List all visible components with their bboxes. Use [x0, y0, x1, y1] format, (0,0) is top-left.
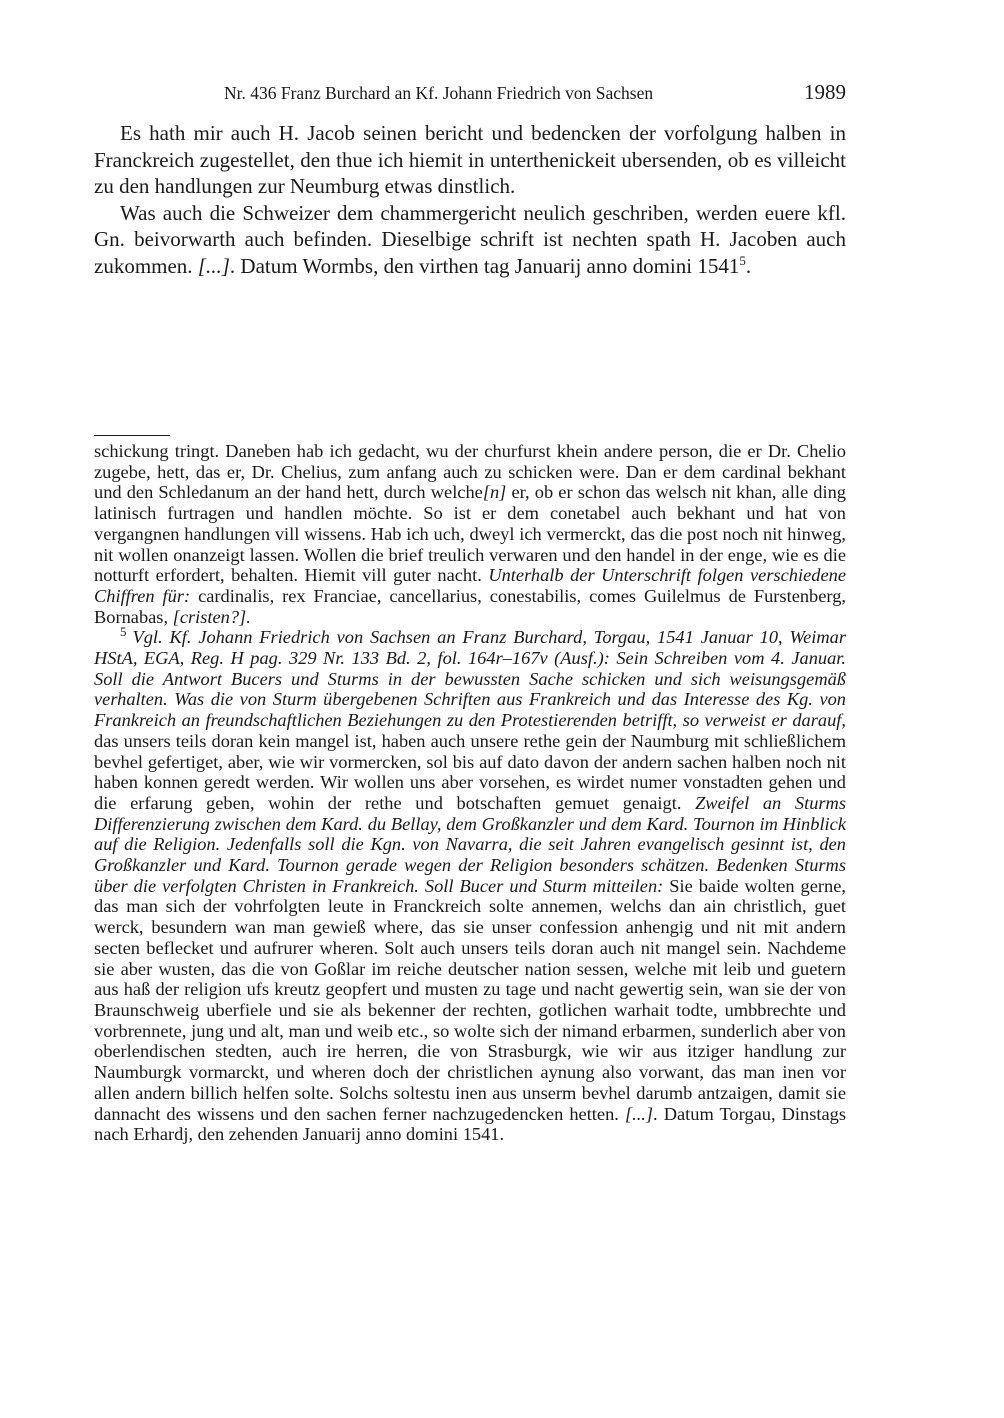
page-number: 1989	[804, 80, 846, 104]
text-run: . Datum Wormbs, den virthen tag Januarij anno domini 1541	[229, 253, 740, 278]
text-run: Sie baide wolten gerne, das man sich der vohrfolgten leute in Franckreich solte annemen, welchs dan ain christlich, guet werck, besundern wan man gewieß where, das sie unser confession anhengig und nit mit andern secten beflecket und aufrurer wheren. Solt auch unsers teils doran auch nit mangel sein. Nachdeme sie aber wusten, das die von Goßlar im reiche deutscher nation sessen, welche mit leib und guetern aus haß der religion ufs kreutz geopfert und musten zu tage und nacht gewertig sein, wan sie der von Braunschweig uberfiele und sie als bekenner der rechten, gotlichen warhait todte, umbbrechte und vorbrennete, jung und alt, man und weib etc., so wolte sich der nimand erbarmen, sunderlich aber von oberlendischen stedten, auch ire herren, die von Strasburgk, wie wir aus itziger handlung zur Naumburgk vormarckt, und wheren doch der christlichen aynung also vorwant, das man inen vor allen andern billich helfen solte. Solchs soltestu inen aus unserm bevhel darumb antzaigen, damit sie dannacht des wissens und den sachen ferner nachzugedencken hetten.	[94, 875, 846, 1124]
footnote-5	[94, 624, 846, 1145]
editorial-note: Unterhalb der Unterschrift folgen verschiedene Chiffren für:	[94, 565, 846, 606]
editorial-note: [n]	[482, 482, 507, 503]
paragraph: Es hath mir auch H. Jacob seinen bericht und bedencken der vorfolgung halben in Franckreich zugestellet, den thue ich hiemit in unterthenickeit ubersenden, ob es villeicht zu den handlungen zur Neumburg etwas dinstlich.	[94, 121, 846, 198]
editorial-note: Vgl. Kf. Johann Friedrich von Sachsen an Franz Burchard, Torgau, 1541 Januar 10, Weimar HStA, EGA, Reg. H pag. 329 Nr. 133 Bd. 2, fol. 164r–167v (Ausf.): Sein Schreiben vom 4. Januar. Soll die Antwort Bucers und Sturms in der bewussten Sache schicken und sich weisungsgemäß verhalten. Was die von Sturm übergebenen Schriften aus Frankreich und das Interesse des Kg. von Frankreich an freundschaftlichen Beziehungen zu den Protestierenden betrifft, so verweist er darauf,	[94, 627, 846, 731]
footnotes	[94, 441, 846, 1145]
editorial-note: [cristen?].	[172, 606, 251, 627]
main-text	[94, 120, 846, 279]
text-run: . Datum Torgau, Dinstags nach Erhardj, den zehenden Januarij anno domini 1541.	[94, 1103, 846, 1145]
running-header	[94, 80, 846, 108]
text-run: .	[745, 253, 752, 278]
text-run: Was auch die Schweizer dem chammergericht neulich geschriben, werden euere kfl. Gn. beivorwarth auch befinden. Dieselbige schrift ist nechten spath H. Jacoben auch zukommen.	[94, 200, 846, 278]
editorial-note: Zweifel an Sturms Differenzierung zwischen dem Kard. du Bellay, dem Großkanzler und dem Kard. Tournon im Hinblick auf die Religion. Jedenfalls soll die Kgn. von Navarra, die seit Jahren evangelisch gesinnt ist, den Großkanzler und Kard. Tournon gerade wegen der Religion besonders schätzen. Bedenken Sturms über die verfolgten Christen in Frankreich. Soll Bucer und Sturm mitteilen:	[94, 792, 846, 896]
footnote-reference: 5	[739, 252, 746, 268]
footnote-continuation	[94, 441, 846, 627]
footnote-number: 5	[120, 624, 127, 640]
text-run: er, ob er schon das welsch nit khan, alle ding latinisch furtragen und handlen möchte. So ist er dem conetabel auch bekhant und hat von vergangnen handlungen vill wissens. Hab ich uch, dweyl ich vermerckt, das die post noch nit hinweg, nit wollen onanzeigt lassen. Wollen die brief treulich verwaren und den handel in der enge, wie es die notturft erfordert, behalten. Hiemit vill guter nacht.	[94, 482, 846, 586]
paragraph	[94, 200, 846, 280]
editorial-ellipsis: [...]	[197, 253, 230, 278]
footnote-separator	[94, 435, 170, 436]
text-run: das unsers teils doran kein mangel ist, haben auch unsere rethe gein der Naumburg mit schließlichem bevhel gefertiget, aber, wie wir vormercken, sol bis auf dato davon der andern sachen halben noch nit haben konnen geredt werden. Wir wollen uns aber vorsehen, es wirdet numer vonstadten gehen und die erfarung geben, wohin der rethe und botschaften gemuet genaigt.	[94, 730, 846, 813]
text-run: cardinalis, rex Franciae, cancellarius, conestabilis, comes Guilelmus de Furstenberg, Bornabas,	[94, 585, 846, 627]
text-run: schickung tringt. Daneben hab ich gedacht, wu der churfurst khein andere person, die er Dr. Chelio zugebe, hett, das er, Dr. Chelius, zum anfang auch zu schicken were. Dan er dem cardinal bekhant und den Schledanum an der hand hett, durch welche	[94, 441, 846, 503]
editorial-ellipsis: [...]	[624, 1103, 654, 1124]
running-title: Nr. 436 Franz Burchard an Kf. Johann Friedrich von Sachsen	[224, 83, 654, 103]
